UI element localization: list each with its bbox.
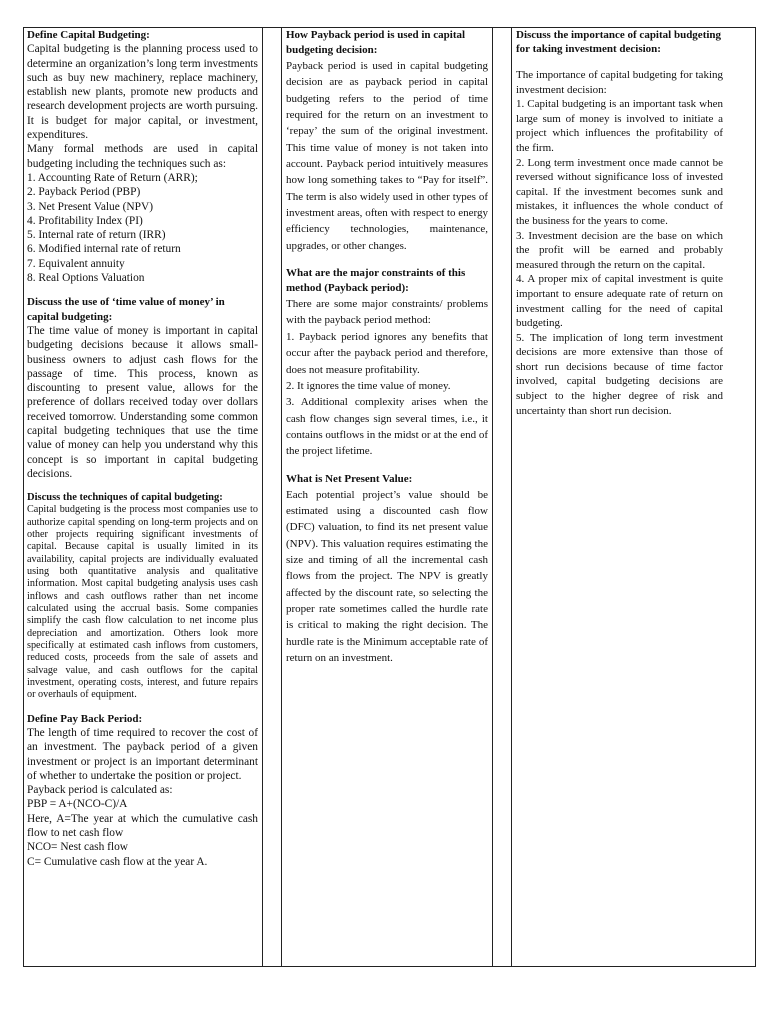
- list-item: 8. Real Options Valuation: [27, 272, 145, 285]
- section-npv: [286, 472, 488, 667]
- section-heading: How Payback period is used in capital budgeting decision:: [286, 29, 466, 56]
- section-payback-usage: [286, 28, 488, 254]
- section-time-value-of-money: [27, 295, 258, 481]
- paragraph: There are some major constraints/ problems with the payback period method:: [286, 298, 488, 327]
- list-item: 1. Accounting Rate of Return (ARR);: [27, 171, 198, 184]
- paragraph: Many formal methods are used in capital budgeting including the techniques such as:: [27, 143, 258, 170]
- formula-line: PBP = A+(NCO-C)/A: [27, 798, 128, 811]
- paragraph: The length of time required to recover the cost of an investment. The payback period of a given investment or project is an important determinant of whether to undertake the position or project.: [27, 727, 258, 782]
- column-border: [492, 28, 493, 967]
- formula-line: Payback period is calculated as:: [27, 784, 173, 797]
- column-border: [755, 28, 756, 967]
- section-heading: Discuss the use of ‘time value of money’ in capital budgeting:: [27, 296, 225, 323]
- formula-line: C= Cumulative cash flow at the year A.: [27, 855, 208, 868]
- list-item: 1. Capital budgeting is an important task when large sum of money is involved to initiate a project which influences the profitability of the firm.: [516, 98, 723, 154]
- column-border: [262, 28, 263, 967]
- section-heading: What are the major constraints of this method (Payback period):: [286, 267, 466, 295]
- section-constraints: [286, 266, 488, 459]
- column-right: [516, 28, 723, 966]
- list-item: 2. It ignores the time value of money.: [286, 379, 451, 392]
- paragraph: The time value of money is important in capital budgeting decisions because it allows small-business owners to adjust cash flows for the passage of time. This process, known as discounting to present value, allows for the preference of dollars received today over dollars received tomorrow. Understanding some common capital budgeting techniques that use the time value of money can help you understand why this concept is so important in capital budgeting decisions.: [27, 324, 258, 480]
- paragraph: Capital budgeting is the process most companies use to authorize capital spending on long-term projects and on other projects requiring significant investments of capital. Because capital is usually limited in its availability, capital projects are individually evaluated using both quantitative analysis and qualitative information. Most capital budgeting analysis uses cash inflows and cash outflows rather than net income calculated using the accrual basis. Some companies simplify the cash flow calculation to net income plus depreciation and amortization. Others look more specifically at estimated cash inflows from customers, reduced costs, proceeds from the sale of assets and salvage value, and cash outflows for the capital investment, operating costs, interest, and future repairs or overhauls of equipment.: [27, 504, 258, 701]
- section-heading: Discuss the techniques of capital budgeting:: [27, 492, 223, 504]
- paragraph: Each potential project’s value should be estimated using a discounted cash flow (DFC) valuation, to find its net present value (NPV). This valuation requires estimating the size and timing of all the incremental cash flows from the project. The NPV is greatly affected by the discount rate, so selecting the proper rate sometimes called the hurdle rate is critical to making the right decision. The hurdle rate is the Minimum acceptable rate of return on an investment.: [286, 488, 488, 664]
- list-item: 7. Equivalent annuity: [27, 257, 125, 270]
- section-pay-back-period: [27, 712, 258, 869]
- list-item: 3. Investment decision are the base on which the profit will be earned and probably measured through the return on the capital.: [516, 229, 723, 271]
- column-middle: [286, 28, 488, 966]
- section-heading: Define Capital Budgeting:: [27, 29, 150, 41]
- section-heading: Discuss the importance of capital budgeting for taking investment decision:: [516, 29, 722, 55]
- list-item: 4. Profitability Index (PI): [27, 214, 143, 227]
- methods-list: [27, 171, 258, 285]
- column-border: [511, 28, 512, 967]
- section-heading: What is Net Present Value:: [286, 472, 413, 485]
- column-border: [281, 28, 282, 967]
- formula-line: Here, A=The year at which the cumulative cash flow to net cash flow: [27, 812, 258, 840]
- paragraph: The importance of capital budgeting for taking investment decision:: [516, 69, 723, 96]
- list-item: 3. Additional complexity arises when the cash flow changes sign several times, i.e., it contains outflows in the midst or at the end of the project lifetime.: [286, 396, 488, 458]
- formula-line: NCO= Nest cash flow: [27, 841, 129, 854]
- list-item: 6. Modified internal rate of return: [27, 243, 181, 256]
- list-item: 1. Payback period ignores any benefits that occur after the payback period and therefore, does not measure profitability.: [286, 330, 488, 376]
- list-item: 2. Payback Period (PBP): [27, 186, 141, 199]
- paragraph: Capital budgeting is the planning process used to determine an organization’s long term investments such as buy new machinery, replace machinery, establish new plants, promote new products and research development projects are worth pursuing. It is budget for major capital, or investment, expenditures.: [27, 43, 258, 142]
- section-heading: Define Pay Back Period:: [27, 712, 143, 725]
- section-define-capital-budgeting: [27, 28, 258, 285]
- list-item: 5. The implication of long term investment decisions are more extensive than those of short run decisions because of time factor involved, capital budgeting decisions are subject to the higher degree of risk and uncertainty than short run decision.: [516, 331, 723, 417]
- list-item: 2. Long term investment once made cannot be reversed without significance loss of invested capital. If the investment becomes sunk and mistakes, it influences the whole conduct of the business for the years to come.: [516, 156, 723, 227]
- column-border: [23, 28, 24, 967]
- column-left: [27, 28, 258, 966]
- section-techniques: [27, 491, 258, 702]
- list-item: 4. A proper mix of capital investment is quite important to ensure adequate rate of return on investment calling for the need of capital budgeting.: [516, 273, 723, 330]
- list-item: 5. Internal rate of return (IRR): [27, 229, 166, 242]
- list-item: 3. Net Present Value (NPV): [27, 200, 154, 213]
- paragraph: Payback period is used in capital budgeting decision are as payback period in capital budgeting refers to the period of time required for the return on an investment to ‘repay’ the sum of the original investment. This time value of money is not taken into account. Payback period intuitively measures how long something takes to “Pay for itself”. The term is also widely used in other types of investment areas, often with respect to energy efficiency technologies, maintenance, upgrades, or other changes.: [286, 60, 488, 252]
- table-bottom-border: [23, 966, 756, 967]
- section-importance: [516, 28, 723, 418]
